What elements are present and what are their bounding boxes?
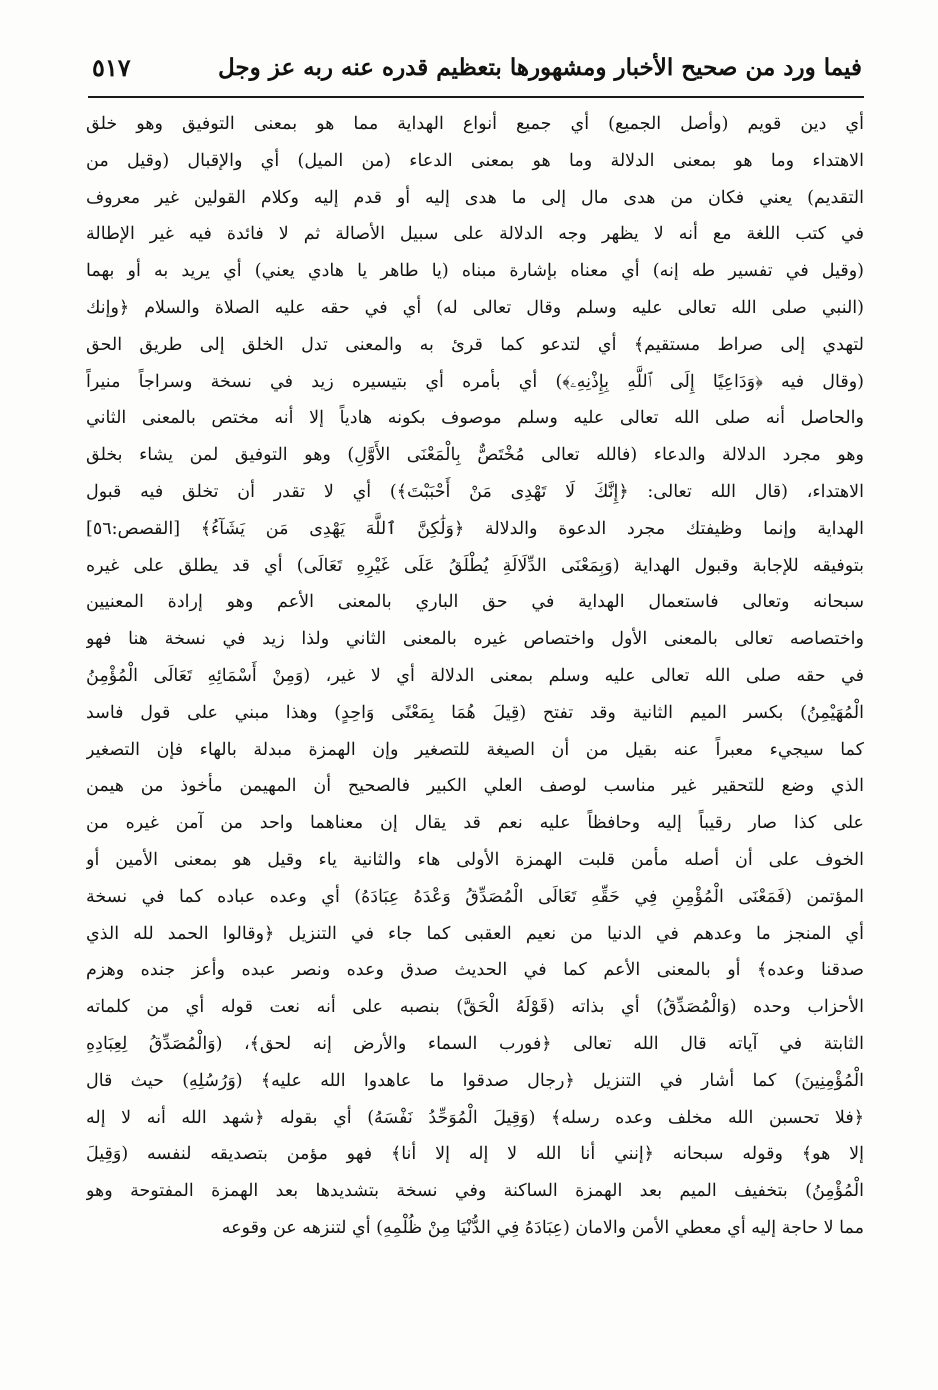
text-line: التقديم) يعني فكان من هدى مال إلى ما هدى إليه أو قدم إليه وكلام القولين غير معروف xyxy=(86,187,864,208)
text-line: الأحزاب وحده (وَالْمُصَدِّقُ) أي بذاته (قَوْلَهُ الْحَقَّ) بنصبه على أنه نعت قوله أي من كلماته xyxy=(86,997,864,1018)
text-line: الْمُهَيْمِنُ) بكسر الميم الثانية وقد تفتح (قِيلَ هُمَا بِمَعْنًى وَاحِدٍ) وهذا مبني على قول فاسد xyxy=(86,702,864,723)
text-line: في كتب اللغة مع أنه لا يظهر وجه الدلالة على سبيل الأصالة ثم لا فائدة فيه غير الإطالة xyxy=(86,224,864,245)
text-line: الاهتداء، (قال الله تعالى: ﴿إِنَّكَ لَا تَهْدِى مَنْ أَحْبَبْتَ﴾) أي لا تقدر أن تخلق فيه قبول xyxy=(86,481,864,502)
page-number: ٥١٧ xyxy=(92,52,131,82)
header-rule xyxy=(88,96,864,98)
text-line: في حقه صلى الله تعالى عليه وسلم بمعنى الدلالة أي لا غير، (وَمِنْ أَسْمَائِهِ تَعَالَى الْمُؤْمِنُ xyxy=(86,665,864,686)
text-line: الخوف على أن أصله مأمن قلبت الهمزة الأولى هاء والثانية ياء وقيل هو بمعنى الأمين أو xyxy=(86,849,864,870)
page-header xyxy=(92,44,862,90)
text-line: ﴿فلا تحسبن الله مخلف وعده رسله﴾ (وَقِيلَ الْمُوَحِّدُ نَفْسَهُ) أي بقوله ﴿شهد الله أنه لا إله xyxy=(86,1107,864,1128)
text-line: (وقال فيه ﴿وَدَاعِيًا إِلَى ٱللَّهِ بِإِذْنِهِۦ﴾) أي بأمره أي بتيسيره زيد في نسخة وسراجاً منيراً xyxy=(86,371,864,392)
text-line: والحاصل أنه صلى الله تعالى عليه وسلم موصوف بكونه هادياً إلا أنه مختص بالمعنى الثاني xyxy=(86,408,864,429)
text-line: (النبي صلى الله تعالى عليه وسلم وقال تعالى له) أي في حقه عليه الصلاة والسلام ﴿وإنك xyxy=(86,297,864,318)
text-line: الذي وضع للتحقير غير مناسب لوصف العلي الكبير فالصحيح أن المهيمن مأخوذ من هيمن xyxy=(86,776,864,797)
text-line: مما لا حاجة إليه أي معطي الأمن والامان (عِبَادَهُ فِي الدُّنْيَا مِنْ ظُلْمِهِ) أي لتنزهه عن وقوعه xyxy=(221,1217,864,1238)
text-line: أي دين قويم (وأصل الجميع) أي جميع أنواع الهداية مما هو بمعنى التوفيق وهو خلق xyxy=(86,114,864,134)
text-line: كما سيجيء معبراً عنه بقيل من أن الصيغة للتصغير وإن الهمزة مبدلة بالهاء فإن التصغير xyxy=(86,739,864,760)
text-line: إلا هو﴾ وقوله سبحانه ﴿إنني أنا الله لا إله إلا أنا﴾ فهو مؤمن بتصديقه لنفسه (وَقِيلَ xyxy=(86,1144,864,1165)
text-line: الاهتداء وما هو بمعنى الدلالة وما هو بمعنى الدعاء (من الميل) أي والإقبال (وقيل من xyxy=(86,150,864,171)
text-line: المؤتمن (فَمَعْنَى الْمُؤْمِنِ فِي حَقِّهِ تَعَالَى الْمُصَدِّقُ وَعْدَهُ عِبَادَهُ) أي وعده عباده كما في نسخة xyxy=(86,886,864,907)
text-line: سبحانه وتعالى فاستعمال الهداية في حق الباري بالمعنى الأعم وهو إرادة المعنيين xyxy=(86,592,864,613)
text-line: لتهدي إلى صراط مستقيم﴾ أي لتدعو كما قرئ به والمعنى تدل الخلق إلى طريق الحق xyxy=(86,334,864,355)
text-line: واختصاصه تعالى بالمعنى الأول واختصاص غيره بالمعنى الثاني ولذا زيد في نسخة هنا فهو xyxy=(86,629,864,650)
text-line: أي المنجز ما وعدهم في الدنيا من نعيم العقبى كما جاء في التنزيل ﴿وقالوا الحمد لله الذي xyxy=(86,923,864,944)
running-title: فيما ورد من صحيح الأخبار ومشهورها بتعظيم قدره عنه ربه عز وجل xyxy=(218,53,862,81)
text-line: وهو مجرد الدلالة والدعاء (فالله تعالى مُخْتَصٌّ بِالْمَعْنَى الأَوَّلِ) وهو التوفيق لمن يشاء بخلق xyxy=(86,445,864,466)
text-line: (وقيل في تفسير طه إنه) أي معناه بإشارة مبناه (يا طاهر يا هادي يعني) أي يريد به أو بهما xyxy=(86,261,864,282)
text-line: بتوفيقه للإجابة وقبول الهداية (وَبِمَعْنَى الدِّلَالَةِ يُطْلَقُ عَلَى غَيْرِهِ تَعَالَى) أي قد يطلق على غيره xyxy=(86,555,864,576)
text-line: الثابتة في آياته قال الله تعالى ﴿فورب السماء والأرض إنه لحق﴾، (وَالْمُصَدِّقُ لِعِبَادِهِ xyxy=(86,1033,864,1054)
text-line: الْمُؤْمِنِينَ) كما أشار في التنزيل ﴿رجال صدقوا ما عاهدوا الله عليه﴾ (وَرُسُلِهِ) حيث قال xyxy=(86,1070,864,1091)
body-text xyxy=(86,106,864,1376)
text-line: الْمُؤْمِنُ) بتخفيف الميم بعد الهمزة الساكنة وفي نسخة بتشديدها بعد الهمزة المفتوحة وهو xyxy=(86,1181,864,1202)
text-line: صدقنا وعده﴾ أو بالمعنى الأعم كما في الحديث صدق وعده ونصر عبده وأعز جنده وهزم xyxy=(86,960,864,981)
text-line: الهداية وإنما وظيفتك مجرد الدعوة والدلالة ﴿وَلَٰكِنَّ ٱللَّهَ يَهْدِى مَن يَشَآءُ﴾ [القصص:٥٦] xyxy=(86,518,864,539)
text-line: على كذا صار رقيباً إليه وحافظاً عليه نعم قد يقال إن معناهما واحد من آمن غيره من xyxy=(86,813,864,834)
